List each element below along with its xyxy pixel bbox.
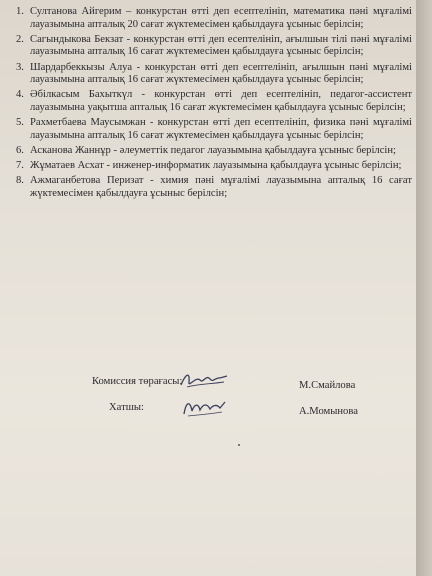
secretary-signature <box>180 396 228 420</box>
item-text: Султанова Айгерим – конкурстан өтті деп есептелініп, математика пәні мұғалімі лауазымына апталық 20 сағат жүктемесімен қабылдауға ұсыныс берілсін; <box>30 6 412 30</box>
chair-signature <box>178 368 230 392</box>
chair-label: Комиссия төрағасы: <box>92 376 183 387</box>
item-number: 8. <box>16 175 24 187</box>
secretary-label: Хатшы: <box>109 402 144 413</box>
item-number: 2. <box>16 33 24 45</box>
item-text: Шардарбеккызы Алуа - конкурстан өтті деп есептелініп, ағылшын пәні мұғалімі лауазымына апталық 16 сағат жүктемесімен қабылдауға ұсыныс берілсін; <box>30 61 412 86</box>
item-number: 7. <box>16 160 24 172</box>
item-number: 4. <box>16 89 24 101</box>
item-text: Әбілкасым Бахыткүл - конкурстан өтті деп есептелініп, педагог-ассистент лауазымына уақытша апталық 16 сағат жүктемесімен қабылдауға ұсыныс берілсін; <box>30 89 412 113</box>
item-text: Рахметбаева Маусымжан - конкурстан өтті деп есептелініп, физика пәні мұғалімі лауазымына апталық 16 сағат жүктемесімен қабылдауға ұсыныс берілсін; <box>30 117 412 141</box>
list-item <box>16 62 412 87</box>
list-item <box>16 89 412 114</box>
item-text: Ажмаганбетова Перизат - химия пәні мұғалімі лауазымына апталық 16 сағат жүктемесімен қабылдауға ұсыныс берілсін; <box>30 175 412 199</box>
item-number: 3. <box>16 61 24 73</box>
item-number: 5. <box>16 117 24 129</box>
list-item <box>16 6 412 31</box>
list-item <box>16 160 412 173</box>
item-text: Асканова Жаннұр - әлеуметтік педагог лауазымына қабылдауға ұсыныс берілсін; <box>30 144 396 156</box>
item-number: 6. <box>16 144 24 156</box>
list-item <box>16 117 412 142</box>
chair-name: М.Смайлова <box>299 380 356 391</box>
decision-list <box>16 6 412 203</box>
ink-speck <box>238 444 240 446</box>
secretary-name: А.Момынова <box>299 406 358 417</box>
item-text: Жұматаев Асхат - инженер-информатик лауазымына қабылдауға ұсыныс берілсін; <box>30 160 402 172</box>
list-item <box>16 145 412 158</box>
list-item <box>16 34 412 59</box>
item-text: Сагындыкова Бекзат - конкурстан өтті деп есептелініп, ағылшын тілі пәні мұғалімі лауазымына апталық 16 сағат жүктемесімен қабылдауға ұсыныс берілсін; <box>30 33 412 58</box>
item-number: 1. <box>16 6 24 17</box>
list-item <box>16 175 412 200</box>
background-edge <box>416 0 432 576</box>
